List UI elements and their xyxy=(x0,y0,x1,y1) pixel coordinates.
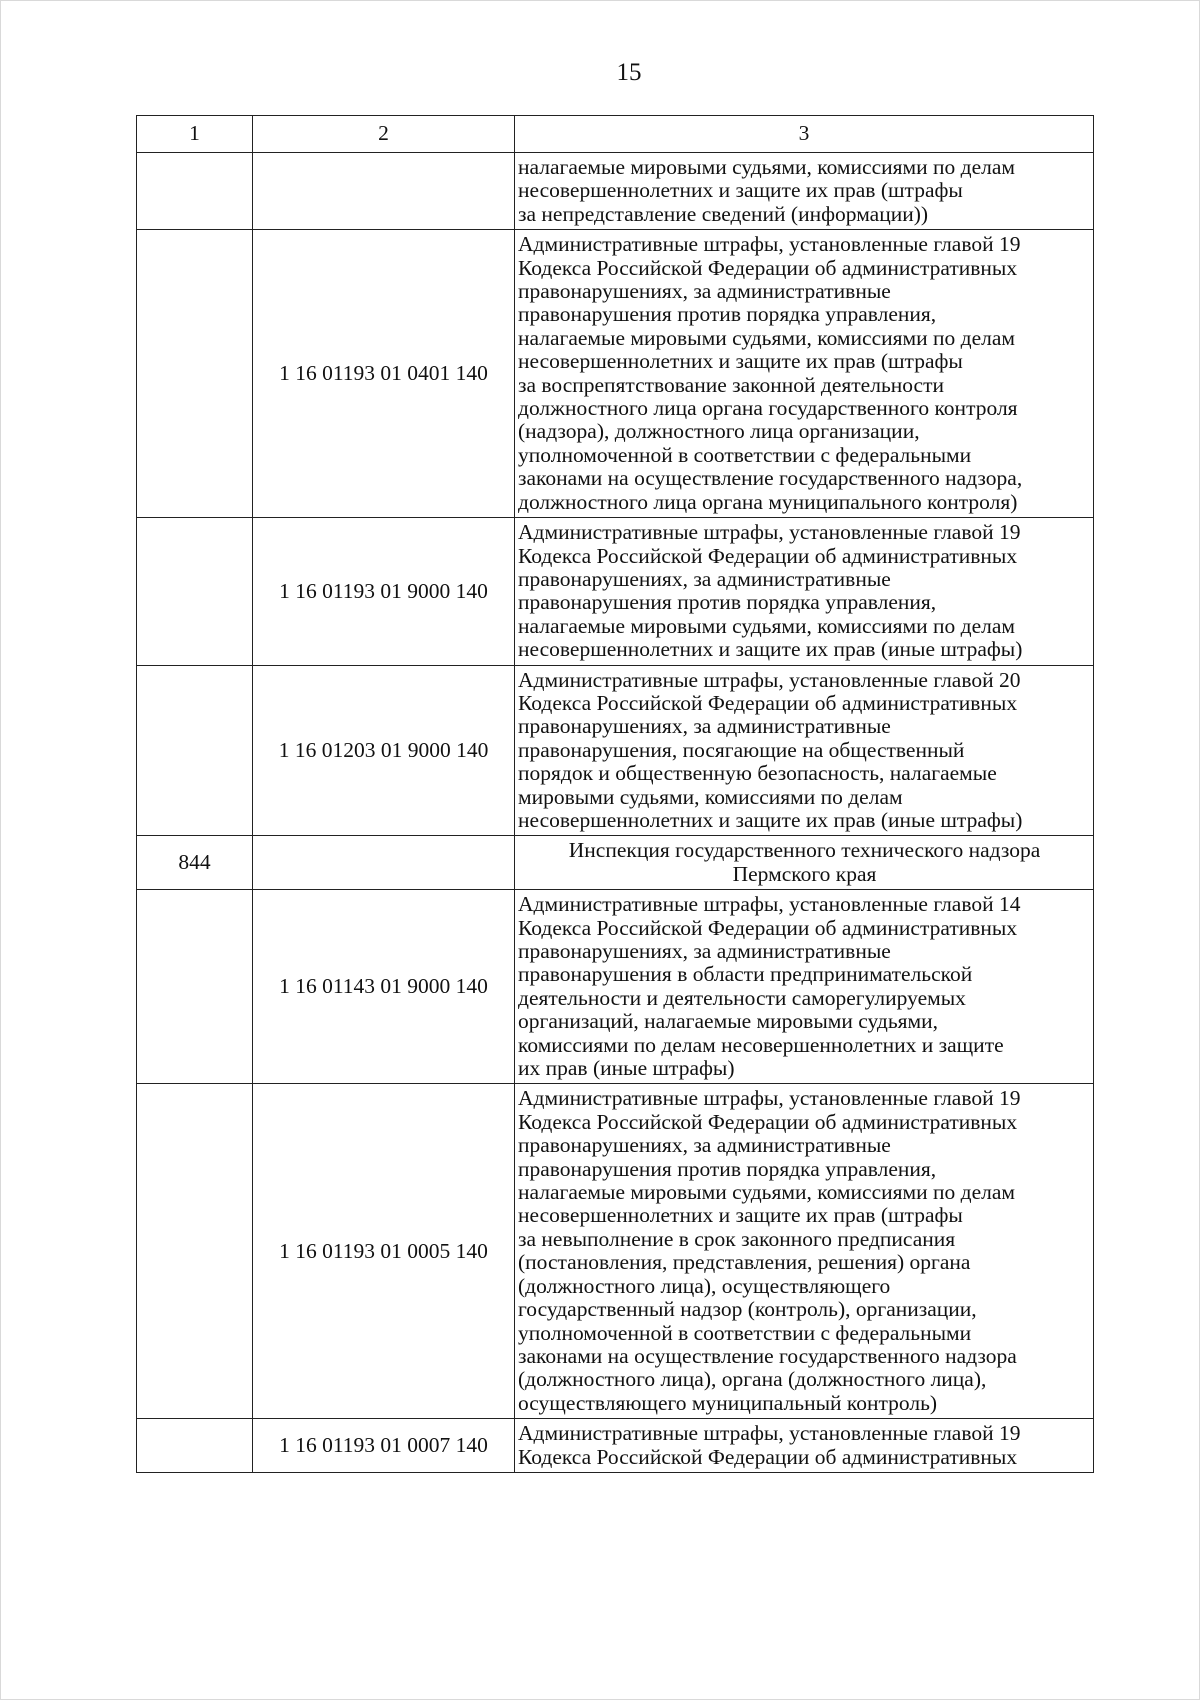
budget-code-cell xyxy=(253,153,515,230)
page-number: 15 xyxy=(616,59,642,86)
budget-classification-table xyxy=(136,115,1094,1473)
budget-code-cell: 1 16 01193 01 0007 140 xyxy=(253,1419,515,1473)
description-cell: Административные штрафы, установленные главой 14 Кодекса Российской Федерации об административных правонарушениях, за административные правонарушения в области предпринимательской деятельности и деятельности саморегулируемых организаций, налагаемые мировыми судьями, комиссиями по делам несовершеннолетних и защите их прав (иные штрафы) xyxy=(515,890,1094,1084)
description-cell: Инспекция государственного технического надзора Пермского края xyxy=(515,836,1094,890)
budget-code-cell xyxy=(253,836,515,890)
table-row xyxy=(137,153,1094,230)
column-number-row xyxy=(137,116,1094,153)
table-row xyxy=(137,518,1094,665)
description-cell: Административные штрафы, установленные главой 19 Кодекса Российской Федерации об административных правонарушениях, за административные правонарушения против порядка управления, налагаемые мировыми судьями, комиссиями по делам несовершеннолетних и защите их прав (штрафы за воспрепятствование законной деятельности должностного лица органа государственного контроля (надзора), должностного лица организации, уполномоченной в соответствии с федеральными законами на осуществление государственного надзора, должностного лица органа муниципального контроля) xyxy=(515,230,1094,518)
table-row xyxy=(137,890,1094,1084)
administrator-code-cell xyxy=(137,1084,253,1419)
budget-code-cell: 1 16 01193 01 0401 140 xyxy=(253,230,515,518)
budget-code-cell: 1 16 01193 01 0005 140 xyxy=(253,1084,515,1419)
budget-code-cell: 1 16 01193 01 9000 140 xyxy=(253,518,515,665)
administrator-code-cell xyxy=(137,890,253,1084)
description-cell: налагаемые мировыми судьями, комиссиями по делам несовершеннолетних и защите их прав (штрафы за непредставление сведений (информации)) xyxy=(515,153,1094,230)
administrator-code-cell xyxy=(137,1419,253,1473)
administrator-code-cell xyxy=(137,153,253,230)
table-row xyxy=(137,836,1094,890)
table-row xyxy=(137,1084,1094,1419)
table-row xyxy=(137,1419,1094,1473)
administrator-code-cell: 844 xyxy=(137,836,253,890)
description-cell: Административные штрафы, установленные главой 19 Кодекса Российской Федерации об административных xyxy=(515,1419,1094,1473)
table-row xyxy=(137,230,1094,518)
administrator-code-cell xyxy=(137,518,253,665)
description-cell: Административные штрафы, установленные главой 19 Кодекса Российской Федерации об административных правонарушениях, за административные правонарушения против порядка управления, налагаемые мировыми судьями, комиссиями по делам несовершеннолетних и защите их прав (иные штрафы) xyxy=(515,518,1094,665)
budget-code-cell: 1 16 01143 01 9000 140 xyxy=(253,890,515,1084)
description-cell: Административные штрафы, установленные главой 19 Кодекса Российской Федерации об административных правонарушениях, за административные правонарушения против порядка управления, налагаемые мировыми судьями, комиссиями по делам несовершеннолетних и защите их прав (штрафы за невыполнение в срок законного предписания (постановления, представления, решения) органа (должностного лица), осуществляющего государственный надзор (контроль), организации, уполномоченной в соответствии с федеральными законами на осуществление государственного надзора (должностного лица), органа (должностного лица), осуществляющего муниципальный контроль) xyxy=(515,1084,1094,1419)
table-row xyxy=(137,665,1094,836)
budget-code-cell: 1 16 01203 01 9000 140 xyxy=(253,665,515,836)
administrator-code-cell xyxy=(137,230,253,518)
administrator-code-cell xyxy=(137,665,253,836)
table-body xyxy=(137,153,1094,1473)
column-number: 3 xyxy=(515,116,1094,153)
column-number: 1 xyxy=(137,116,253,153)
description-cell: Административные штрафы, установленные главой 20 Кодекса Российской Федерации об административных правонарушениях, за административные правонарушения, посягающие на общественный порядок и общественную безопасность, налагаемые мировыми судьями, комиссиями по делам несовершеннолетних и защите их прав (иные штрафы) xyxy=(515,665,1094,836)
column-number: 2 xyxy=(253,116,515,153)
